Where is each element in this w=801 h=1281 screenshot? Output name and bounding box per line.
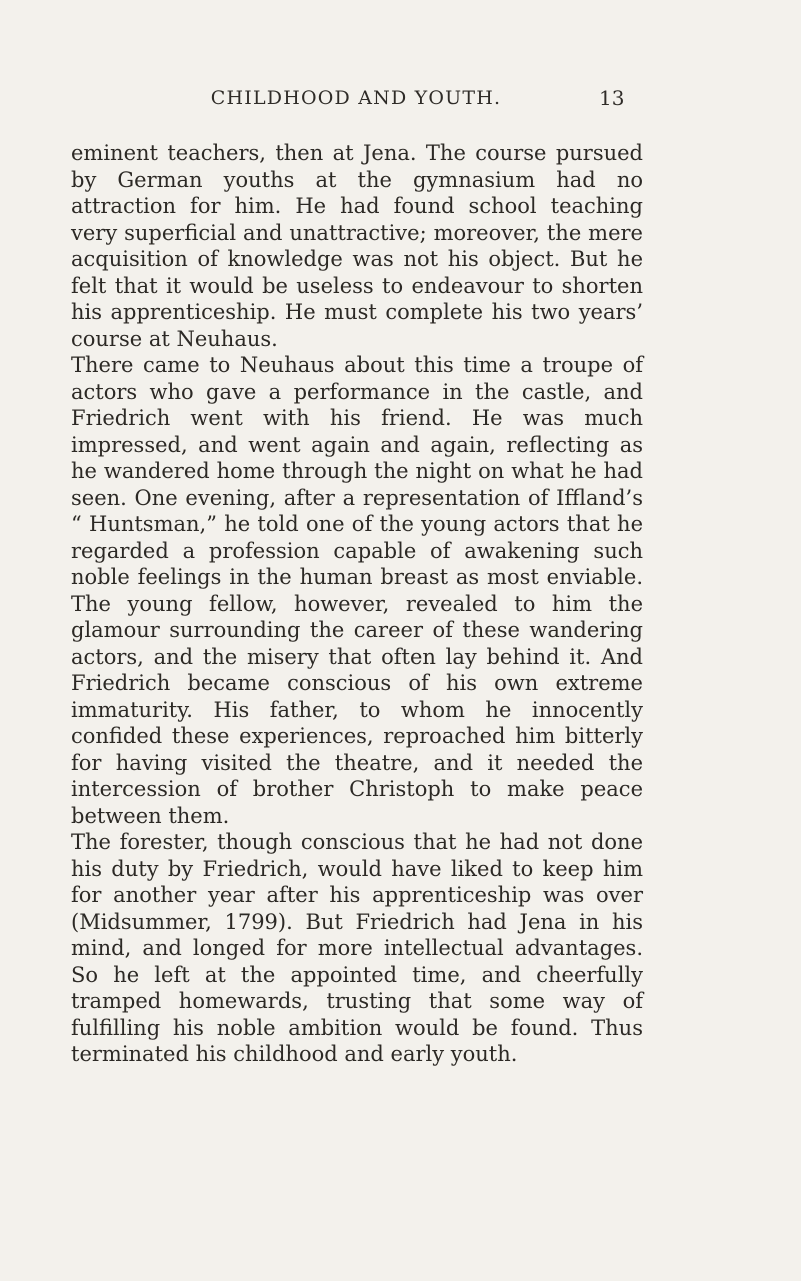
running-title: CHILDHOOD AND YOUTH.: [210, 87, 502, 109]
page-number: 13: [599, 86, 625, 110]
paragraph: There came to Neuhaus about this time a troupe of actors who gave a performance in the castle, and Friedrich went with his friend. He was much impressed, and went again and again, reflecting as he wandered home through the night on what he had seen. One evening, after a representation of Iffland’s “ Huntsman,” he told one of the young actors that he regarded a profession capable of awakening such noble feelings in the human breast as most enviable. The young fellow, however, revealed to him the glamour surrounding the career of these wandering actors, and the misery that often lay behind it. And Friedrich became conscious of his own extreme immaturity. His father, to whom he innocently confided these experiences, reproached him bitterly for having visited the theatre, and it needed the intercession of brother Christoph to make peace between them.: [71, 353, 643, 828]
running-head: [0, 84, 801, 112]
paragraph: eminent teachers, then at Jena. The course pursued by German youths at the gymnasium had no attraction for him. He had found school teaching very superficial and unattractive; moreover, the mere acquisition of knowledge was not his object. But he felt that it would be useless to endeavour to shorten his apprenticeship. He must complete his two years’ course at Neuhaus.: [71, 141, 643, 351]
paragraph: The forester, though conscious that he had not done his duty by Friedrich, would have liked to keep him for another year after his apprenticeship was over (Midsummer, 1799). But Friedrich had Jena in his mind, and longed for more intellectual advantages. So he left at the appointed time, and cheerfully tramped homewards, trusting that some way of fulfilling his noble ambition would be found. Thus terminated his childhood and early youth.: [71, 830, 643, 1066]
blank-page-area: [0, 840, 801, 1281]
